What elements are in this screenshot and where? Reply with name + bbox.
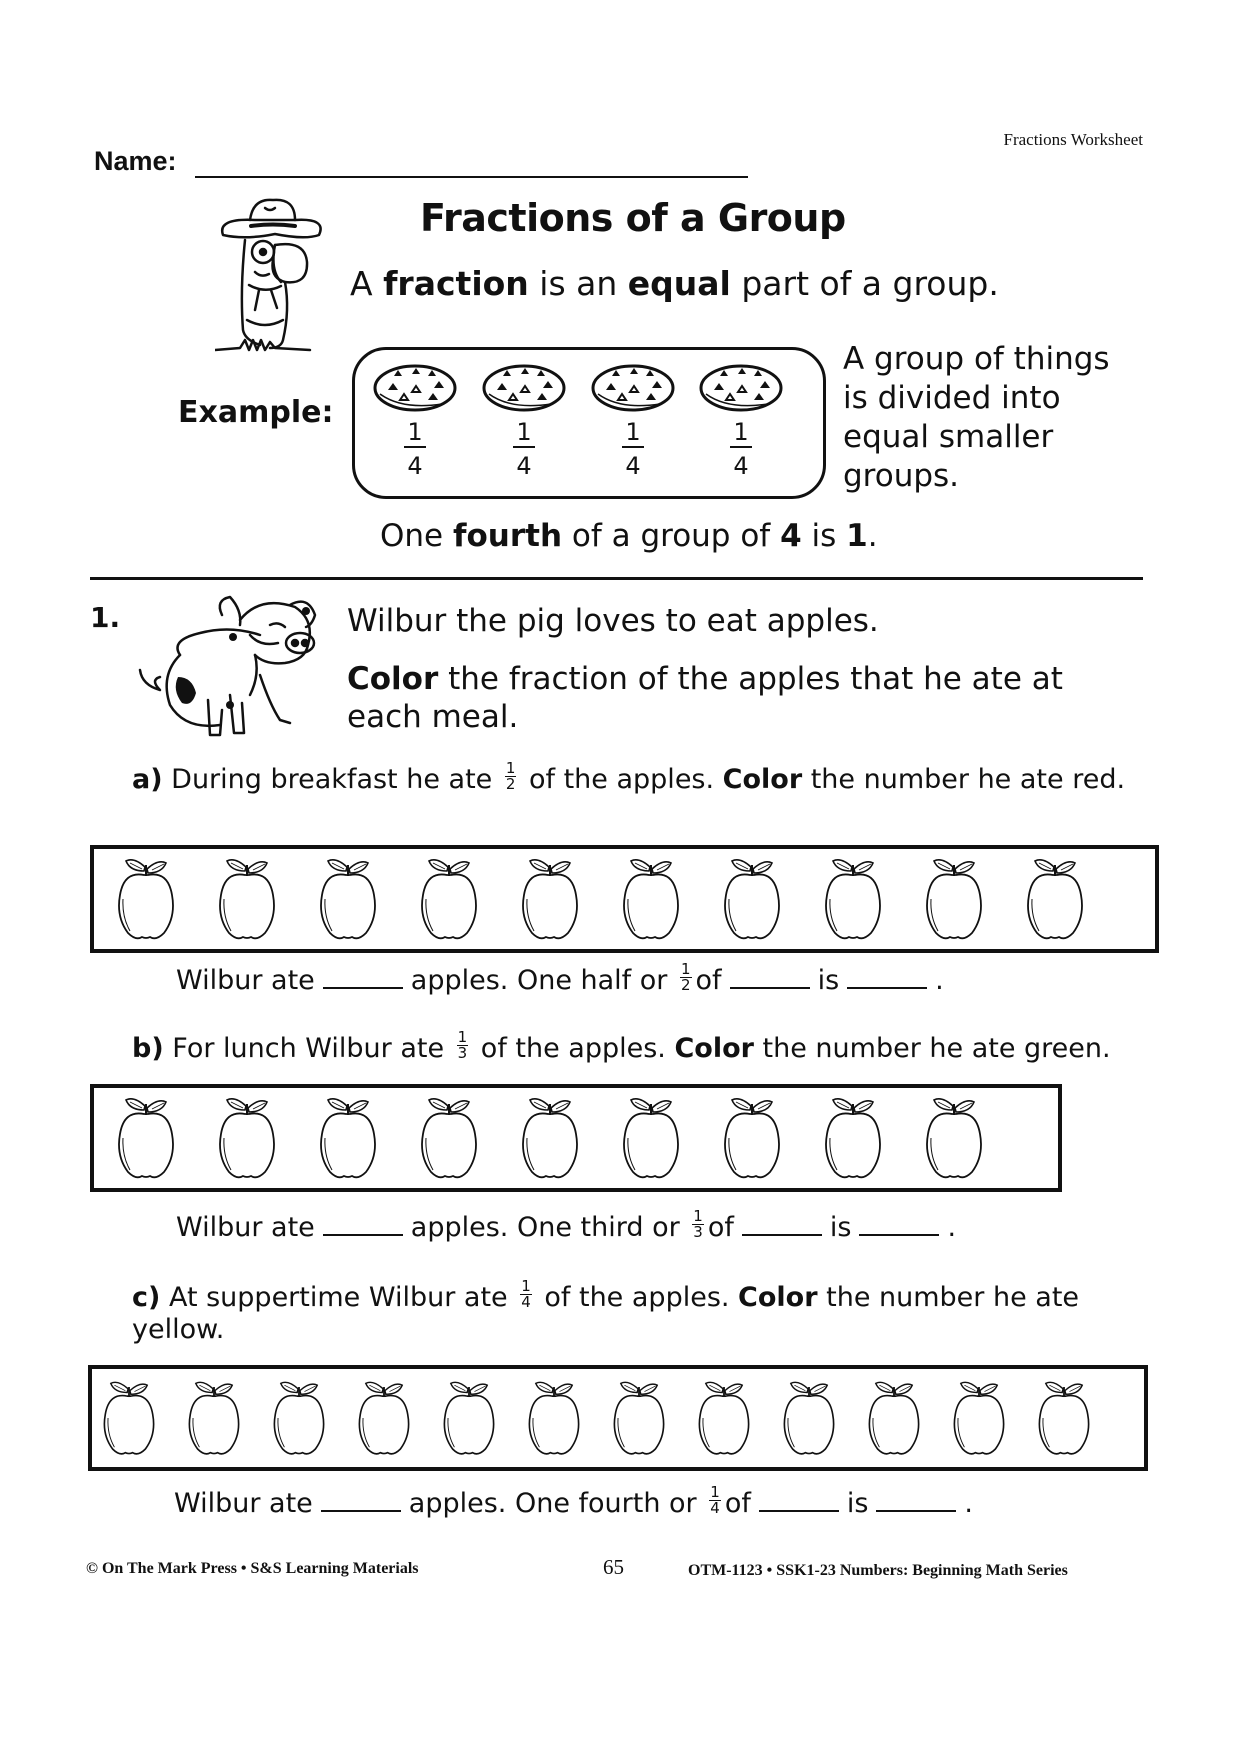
apple-icon[interactable] [1033,1375,1095,1461]
page-number: 65 [603,1555,624,1579]
answer-blank-eaten[interactable] [323,1212,403,1236]
cookie-icon [590,362,676,414]
apple-icon[interactable] [314,855,382,943]
definition-text: part of a group. [730,264,999,303]
question-number: 1. [90,601,121,634]
question-intro: Wilbur the pig loves to eat apples. [347,603,879,639]
footer-publisher: © On The Mark Press • S&S Learning Materials [86,1560,419,1577]
apple-icon[interactable] [1021,855,1089,943]
cookie-icon [698,362,784,414]
apple-icon[interactable] [920,855,988,943]
example-fraction: $\frac{1}{4}$ [404,420,425,478]
fraction-definition [350,264,999,303]
example-summary: One fourth of a group of 4 is 1. [380,518,878,554]
explanation-line: groups. [843,458,960,494]
apple-icon[interactable] [213,1094,281,1182]
part-a-prompt: a) During breakfast he ate $\frac{1}{2}$ of the apples. Color the number he ate red. [132,759,1126,795]
definition-text: A [350,264,384,303]
part-c-answer: Wilbur ate apples. One fourth or $\frac{1}{4}$ of is . [174,1483,974,1519]
pig-illustration [130,585,340,745]
apple-group-a [90,845,1159,953]
apple-icon[interactable] [112,1094,180,1182]
apple-icon[interactable] [617,1094,685,1182]
cowboy-worm-illustration [215,190,335,370]
apple-icon[interactable] [523,1375,585,1461]
apple-icon[interactable] [920,1094,988,1182]
answer-blank-eaten[interactable] [323,965,403,989]
answer-blank-total[interactable] [759,1488,839,1512]
name-input-line[interactable] [195,176,748,178]
answer-blank-total[interactable] [730,965,810,989]
explanation-line: equal smaller [843,419,1054,455]
apple-icon[interactable] [617,855,685,943]
page-title: Fractions of a Group [420,196,846,240]
part-c-prompt: c) At suppertime Wilbur ate $\frac{1}{4}$ of the apples. Color the number he ate yellow. [132,1277,1080,1345]
example-fraction: $\frac{1}{4}$ [513,420,534,478]
definition-bold-equal: equal [627,264,731,303]
name-label: Name: [94,146,177,176]
fraction-one-fourth: $\frac{1}{4}$ [710,1483,720,1517]
answer-blank-result[interactable] [847,965,927,989]
answer-blank-eaten[interactable] [321,1488,401,1512]
apple-icon[interactable] [863,1375,925,1461]
fraction-one-half: $\frac{1}{2}$ [680,960,691,994]
fraction-one-half: $\frac{1}{2}$ [505,759,516,793]
example-item [479,362,569,478]
apple-icon[interactable] [693,1375,755,1461]
apple-icon[interactable] [516,1094,584,1182]
apple-icon[interactable] [183,1375,245,1461]
cookie-icon [481,362,567,414]
apple-group-b [90,1084,1062,1192]
apple-icon[interactable] [819,1094,887,1182]
example-fraction: $\frac{1}{4}$ [730,420,751,478]
fraction-one-third: $\frac{1}{3}$ [457,1028,468,1062]
example-item [696,362,786,478]
apple-icon[interactable] [438,1375,500,1461]
apple-icon[interactable] [778,1375,840,1461]
apple-icon[interactable] [718,1094,786,1182]
answer-blank-result[interactable] [859,1212,939,1236]
apple-group-c [88,1365,1148,1471]
apple-icon[interactable] [516,855,584,943]
explanation-line: is divided into [843,380,1061,416]
apple-icon[interactable] [314,1094,382,1182]
fraction-one-fourth: $\frac{1}{4}$ [521,1277,531,1311]
definition-bold-fraction: fraction [383,264,529,303]
apple-icon[interactable] [98,1375,160,1461]
example-fraction: $\frac{1}{4}$ [622,420,643,478]
fraction-one-third: $\frac{1}{3}$ [693,1207,703,1241]
answer-blank-total[interactable] [742,1212,822,1236]
example-label: Example: [178,395,334,430]
example-explanation [843,340,1143,496]
question-instruction: Color the fraction of the apples that he ate at each meal. [347,661,1063,735]
apple-icon[interactable] [718,855,786,943]
example-item [588,362,678,478]
part-a-answer: Wilbur ate apples. One half or $\frac{1}{2}$ of is . [176,960,944,996]
apple-icon[interactable] [353,1375,415,1461]
part-b-prompt: b) For lunch Wilbur ate $\frac{1}{3}$ of the apples. Color the number he ate green. [132,1028,1111,1064]
explanation-line: A group of things [843,341,1110,377]
apple-icon[interactable] [112,855,180,943]
apple-icon[interactable] [948,1375,1010,1461]
section-divider [90,577,1143,580]
apple-icon[interactable] [415,855,483,943]
apple-icon[interactable] [268,1375,330,1461]
footer-series: OTM-1123 • SSK1-23 Numbers: Beginning Math Series [688,1562,1068,1579]
apple-icon[interactable] [819,855,887,943]
apple-icon[interactable] [415,1094,483,1182]
cookie-icon [372,362,458,414]
definition-text: is an [528,264,628,303]
answer-blank-result[interactable] [876,1488,956,1512]
worksheet-label: Fractions Worksheet [1003,130,1143,149]
example-item [370,362,460,478]
apple-icon[interactable] [213,855,281,943]
apple-icon[interactable] [608,1375,670,1461]
example-box [352,347,826,499]
part-b-answer: Wilbur ate apples. One third or $\frac{1}{3}$ of is . [176,1207,957,1243]
